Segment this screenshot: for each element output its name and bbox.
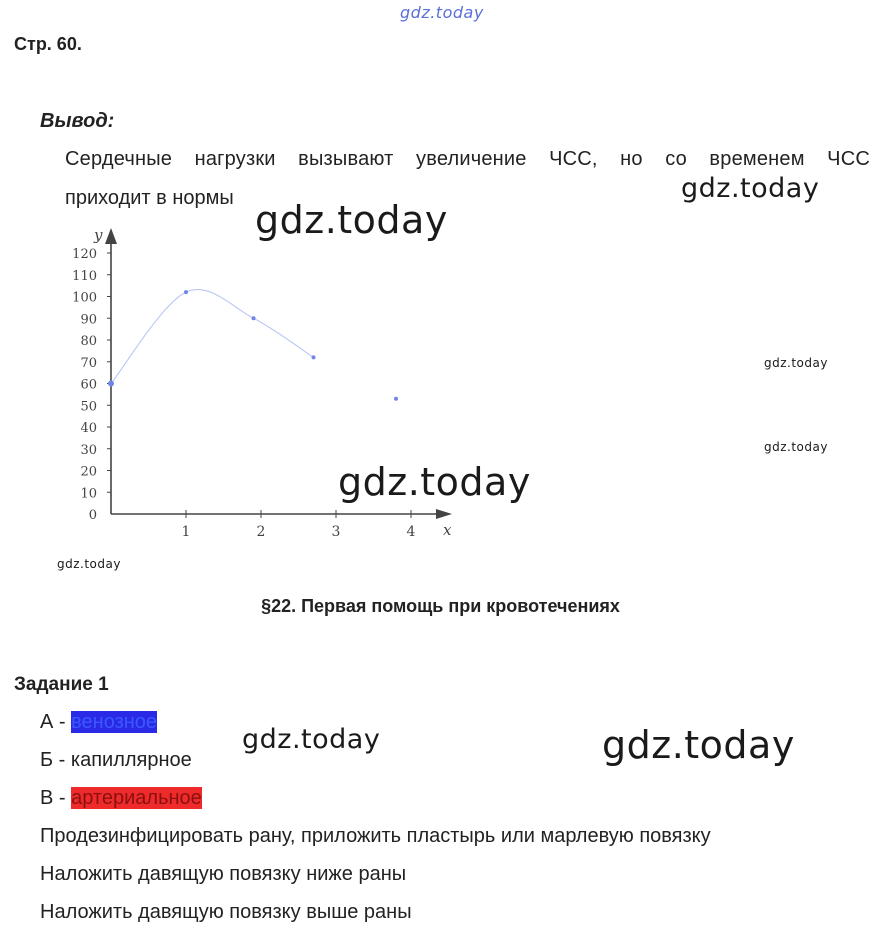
watermark-text-right: gdz.today: [681, 173, 820, 204]
x-axis-arrow: [436, 509, 452, 519]
answer-a: [40, 711, 157, 734]
y-axis-arrow: [105, 228, 117, 244]
answer-a-value: венозное: [71, 711, 158, 733]
y-axis-label: y: [94, 226, 103, 244]
y-tick-label: 90: [80, 312, 97, 328]
watermark-chart-center: gdz.today: [338, 460, 531, 504]
answer-line-5: Наложить давящую повязку ниже раны: [40, 863, 407, 885]
x-tick-label: 2: [256, 524, 266, 540]
x-axis-label: x: [443, 521, 452, 539]
data-point: [184, 290, 188, 294]
answer-c-prefix: В -: [40, 787, 72, 809]
data-line: [111, 290, 314, 384]
y-tick-label: 100: [72, 290, 97, 306]
answer-c-value: артериальное: [71, 787, 202, 809]
watermark-chart-right-1: gdz.today: [764, 356, 828, 370]
data-point: [252, 316, 256, 320]
x-tick-label: 4: [406, 524, 416, 540]
watermark-top: gdz.today: [400, 3, 484, 22]
y-tick-label: 120: [72, 247, 97, 262]
y-tick-label: 10: [80, 486, 97, 502]
y-tick-label: 50: [80, 399, 97, 415]
answer-c: [40, 787, 202, 810]
watermark-task-center: gdz.today: [242, 724, 381, 755]
data-point: [108, 381, 114, 387]
conclusion-title: Вывод:: [40, 110, 115, 132]
page-title: Стр. 60.: [14, 34, 82, 54]
answer-a-prefix: А -: [40, 711, 72, 733]
watermark-task-right: gdz.today: [602, 723, 795, 767]
x-tick-label: 1: [181, 524, 191, 540]
y-tick-label: 80: [80, 334, 97, 349]
x-tick-label: 3: [331, 524, 341, 540]
y-tick-label: 110: [72, 268, 97, 284]
conclusion-line-2: приходит в нормы: [65, 187, 234, 209]
answer-line-6: Наложить давящую повязку выше раны: [40, 901, 412, 923]
conclusion-line-1: Сердечные нагрузки вызывают увеличение ЧСС, но со временем ЧСС: [65, 148, 870, 170]
y-tick-label: 40: [80, 421, 97, 436]
data-point: [312, 355, 316, 359]
y-tick-label: 70: [80, 355, 97, 371]
y-tick-label: 0: [88, 508, 97, 523]
y-tick-label: 60: [80, 377, 97, 393]
watermark-text-center: gdz.today: [255, 198, 448, 242]
y-tick-label: 30: [80, 442, 97, 458]
y-tick-label: 20: [80, 464, 97, 480]
answer-line-4: Продезинфицировать рану, приложить пластырь или марлевую повязку: [40, 825, 711, 847]
answer-b: Б - капиллярное: [40, 749, 192, 771]
section-title: §22. Первая помощь при кровотечениях: [261, 596, 620, 616]
data-point: [394, 397, 398, 401]
watermark-chart-bottom-left: gdz.today: [57, 557, 121, 571]
watermark-chart-right-2: gdz.today: [764, 440, 828, 454]
task-title: Задание 1: [14, 674, 109, 695]
